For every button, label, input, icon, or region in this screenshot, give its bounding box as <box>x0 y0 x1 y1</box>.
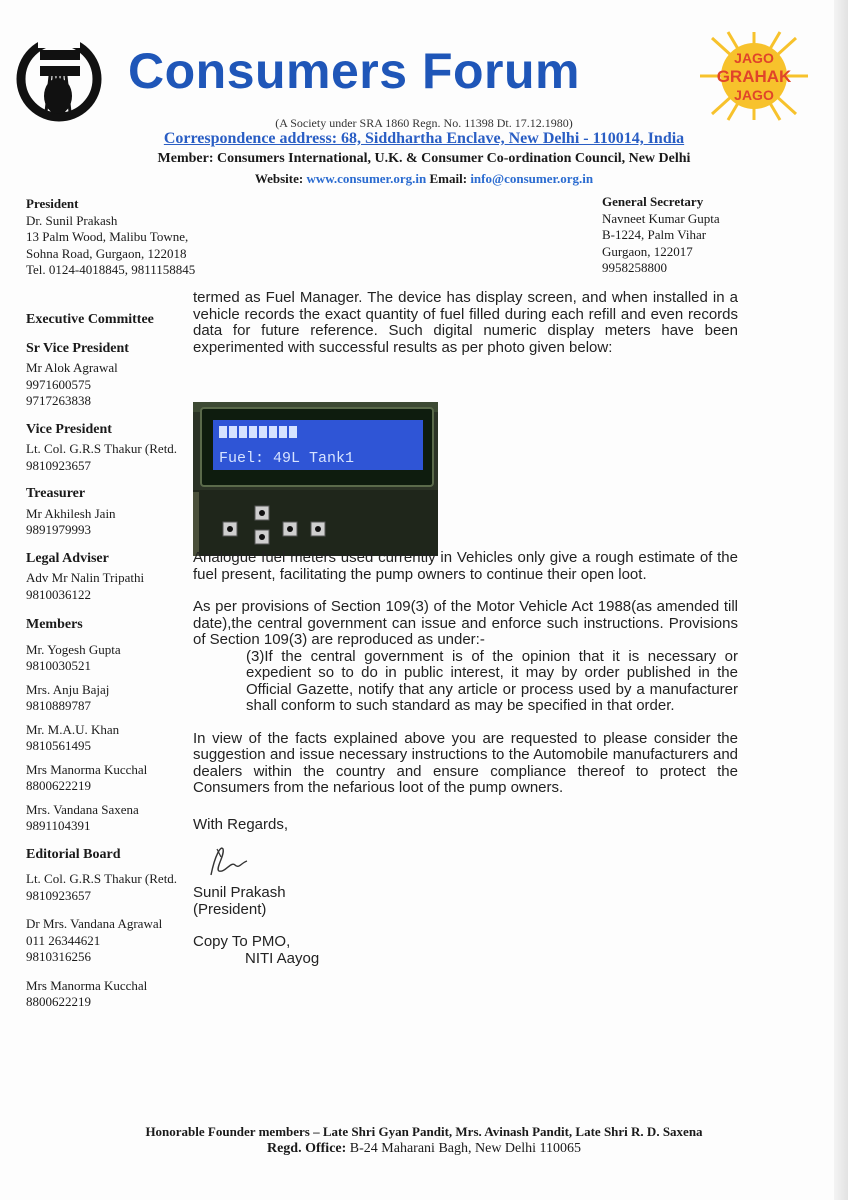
executive-committee-heading: Executive Committee <box>26 312 154 327</box>
member-phone: 9810889787 <box>26 698 91 713</box>
closing-regards: With Regards, <box>193 815 289 833</box>
vp-role: Vice President <box>26 421 112 437</box>
contact-line <box>0 171 848 187</box>
editorial-phone: 9810923657 <box>26 887 91 903</box>
signature-graphic <box>201 835 271 885</box>
scan-edge-shadow <box>834 0 848 1200</box>
member-entry <box>26 722 196 755</box>
member-phone: 9891104391 <box>26 818 91 833</box>
treasurer-name: Mr Akhilesh Jain <box>26 505 116 521</box>
editorial-name: Dr Mrs. Vandana Agrawal <box>26 916 163 931</box>
legal-adviser-phone: 9810036122 <box>26 586 91 602</box>
vp-name: Lt. Col. G.R.S Thakur (Retd. <box>26 441 178 456</box>
letter-body <box>193 290 738 967</box>
editorial-entry <box>26 916 196 966</box>
consumers-forum-logo-icon <box>16 36 102 122</box>
copy-to-line: Copy To PMO, <box>193 933 291 950</box>
copy-to-recipient: NITI Aayog <box>245 949 320 967</box>
president-role: President <box>26 196 79 211</box>
editorial-board-heading: Editorial Board <box>26 846 121 862</box>
legal-adviser-role: Legal Adviser <box>26 550 109 566</box>
members-heading: Members <box>26 617 83 632</box>
treasurer-phone: 9891979993 <box>26 522 91 537</box>
email-link[interactable]: info@consumer.org.in <box>470 171 594 186</box>
gensec-address-1: B-1224, Palm Vihar <box>602 227 707 242</box>
president-block <box>26 196 195 279</box>
editorial-phone: 011 26344621 <box>26 932 101 948</box>
sr-vp-role: Sr Vice President <box>26 340 129 356</box>
member-entry <box>26 802 196 835</box>
president-address-2: Sohna Road, Gurgaon, 122018 <box>26 245 187 261</box>
editorial-name: Mrs Manorma Kucchal <box>26 977 148 993</box>
sr-vp-phone-1: 9971600575 <box>26 376 91 392</box>
member-phone: 9810561495 <box>26 738 91 753</box>
editorial-phone: 9810316256 <box>26 949 91 964</box>
badge-line-2: GRAHAK <box>716 67 792 86</box>
vp-phone: 9810923657 <box>26 457 91 473</box>
committee-sidebar <box>26 312 196 1018</box>
founder-members: Honorable Founder members – Late Shri Gyan Pandit, Mrs. Avinash Pandit, Late Shri R. D. Saxena <box>145 1124 703 1139</box>
correspondence-address: Correspondence address: 68, Siddhartha Enclave, New Delhi - 110014, India <box>163 130 685 147</box>
quoted-section-109-3: (3)If the central government is of the opinion that it is necessary or expedient so to do in public interest, it may by order published in the Official Gazette, notify that any article or process used by a manufacturer shall conform to such standard as may be specified in that order. <box>246 647 738 714</box>
registered-office-label: Regd. Office: <box>266 1141 347 1156</box>
gensec-role: General Secretary <box>602 194 704 209</box>
general-secretary-block <box>602 194 720 277</box>
gensec-phone: 9958258800 <box>602 260 667 275</box>
registered-office <box>0 1141 848 1157</box>
editorial-entry <box>26 978 196 1011</box>
gensec-name: Navneet Kumar Gupta <box>602 210 720 226</box>
president-address-1: 13 Palm Wood, Malibu Towne, <box>26 229 189 244</box>
sr-vp-phone-2: 9717263838 <box>26 393 91 408</box>
paragraph-fuel-manager: termed as Fuel Manager. The device has display screen, and when installed in a vehicle records the exact quantity of fuel filled during each refill and even records data for future reference. Such digital numeric display meters have been experimented with successful results as per photo given below: <box>193 289 738 356</box>
member-name: Mrs. Anju Bajaj <box>26 681 110 697</box>
editorial-phone: 8800622219 <box>26 994 91 1009</box>
forum-title: Consumers Forum <box>128 43 581 99</box>
member-entry <box>26 682 196 715</box>
membership-line: Member: Consumers International, U.K. & Consumer Co-ordination Council, New Delhi <box>157 151 691 166</box>
member-name: Mrs Manorma Kucchal <box>26 761 148 777</box>
badge-line-3: JAGO <box>734 87 774 103</box>
jago-grahak-jago-badge <box>694 30 814 122</box>
member-name: Mr. Yogesh Gupta <box>26 641 121 657</box>
sr-vp-name: Mr Alok Agrawal <box>26 360 118 375</box>
member-name: Mrs. Vandana Saxena <box>26 801 139 817</box>
president-name: Dr. Sunil Prakash <box>26 212 118 228</box>
registered-office-address: B-24 Maharani Bagh, New Delhi 110065 <box>349 1141 582 1156</box>
gensec-address-2: Gurgaon, 122017 <box>602 243 693 259</box>
editorial-name: Lt. Col. G.R.S Thakur (Retd. <box>26 871 178 886</box>
website-label: Website: <box>254 171 304 186</box>
president-phone: Tel. 0124-4018845, 9811158845 <box>26 262 196 277</box>
legal-adviser-name: Adv Mr Nalin Tripathi <box>26 570 145 585</box>
paragraph-section-109: As per provisions of Section 109(3) of the Motor Vehicle Act 1988(as amended till date),the central government can issue and enforce such instructions. Provisions of Section 109(3) are reproduced as under:- <box>193 598 738 648</box>
member-phone: 9810030521 <box>26 658 91 673</box>
paragraph-analogue-meters: Analogue fuel meters used currently in Vehicles only give a rough estimate of the fuel present, facilitating the pump owners to continue their open loot. <box>193 549 738 583</box>
email-label: Email: <box>429 171 468 186</box>
member-name: Mr. M.A.U. Khan <box>26 721 120 737</box>
badge-line-1: JAGO <box>734 50 774 66</box>
member-entry <box>26 762 196 795</box>
paragraph-request: In view of the facts explained above you are requested to please consider the suggestion and issue necessary instructions to the Automobile manufacturers and dealers within the country and ensure compliance thereof to protect the Consumers from the nefarious loot of the pump owners. <box>193 729 738 796</box>
society-registration: (A Society under SRA 1860 Regn. No. 11398 Dt. 17.12.1980) <box>275 116 573 130</box>
signatory-role: (President) <box>193 900 267 918</box>
website-link[interactable]: www.consumer.org.in <box>306 171 427 186</box>
lcd-readout: Fuel: 49L Tank1 <box>219 450 355 467</box>
editorial-entry <box>26 871 196 904</box>
treasurer-role: Treasurer <box>26 486 86 501</box>
member-entry <box>26 642 196 675</box>
member-phone: 8800622219 <box>26 778 91 793</box>
signatory-name: Sunil Prakash <box>193 884 286 901</box>
